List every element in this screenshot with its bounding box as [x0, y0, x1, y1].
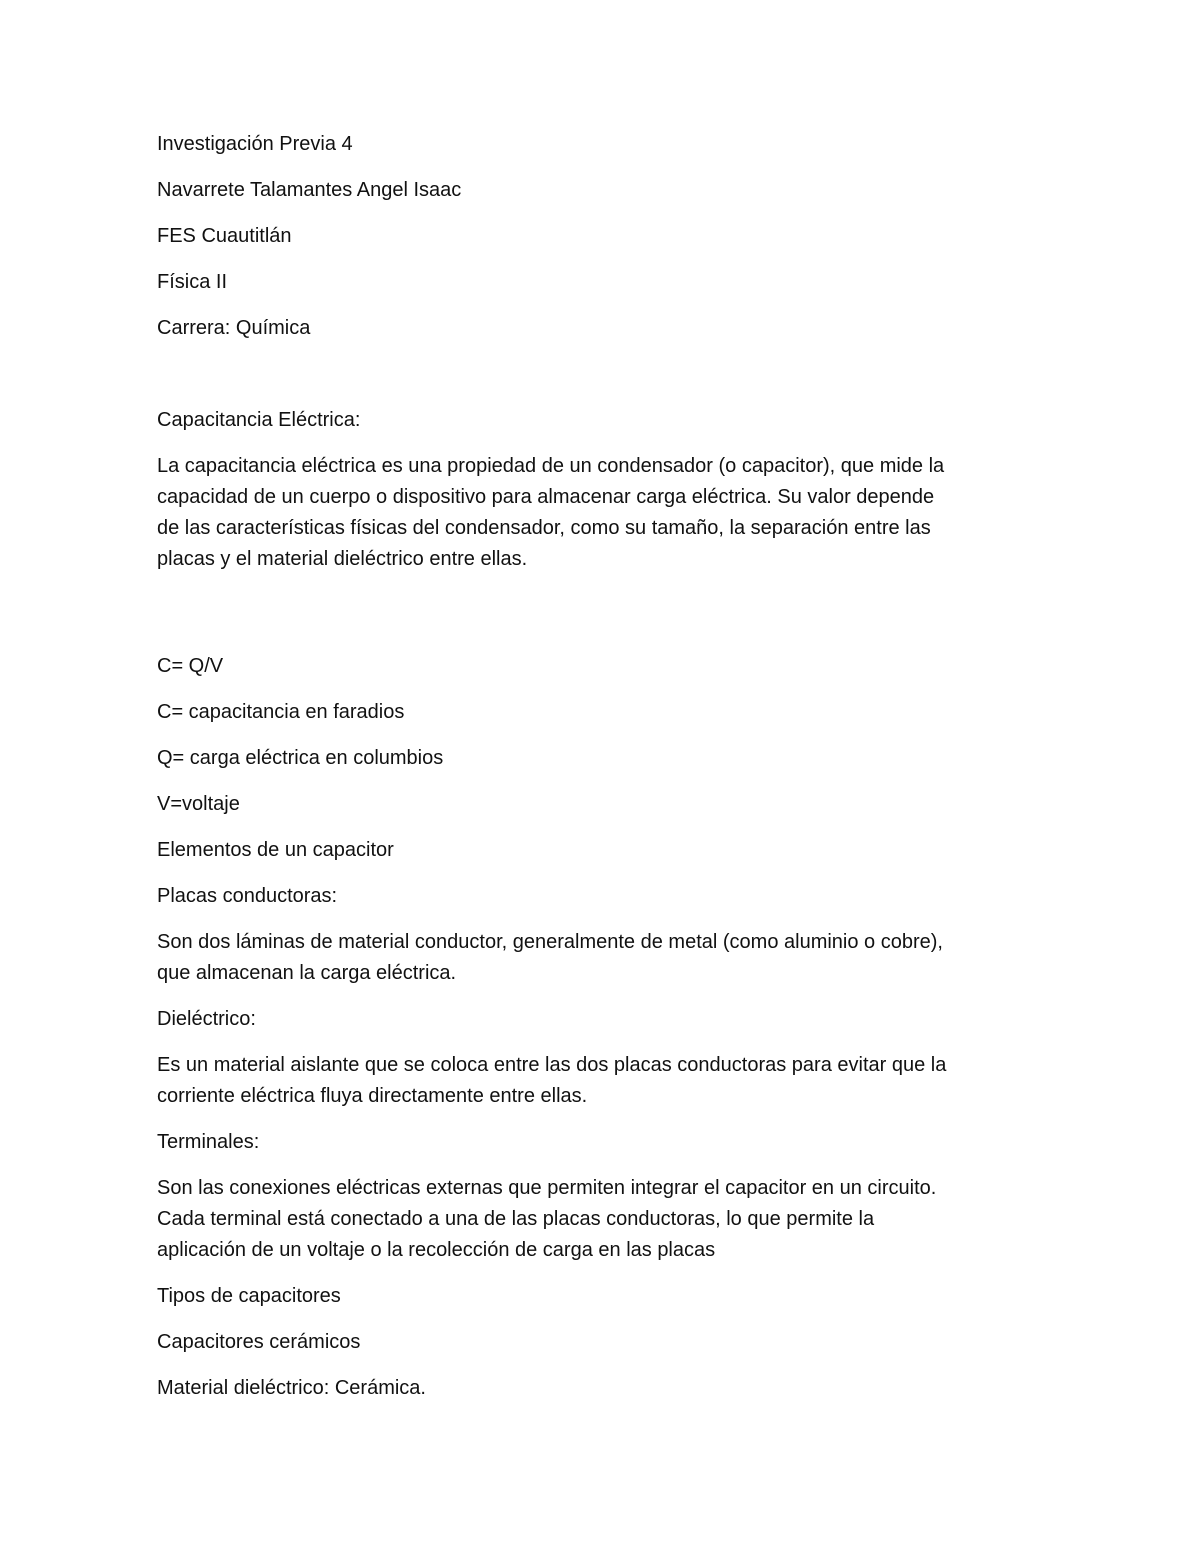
institution-name: FES Cuautitlán	[157, 225, 292, 247]
plates-description: Son dos láminas de material conductor, generalmente de metal (como aluminio o cobre), que almacenan la carga eléctrica.	[157, 931, 943, 984]
terminals-description: Son las conexiones eléctricas externas que permiten integrar el capacitor en un circuito. Cada terminal está conectado a una de las placas conductoras, lo que permite la aplicación de un voltaje o la recolección de carga en las placas	[157, 1177, 937, 1261]
capacitor-types-heading: Tipos de capacitores	[157, 1285, 341, 1307]
course-name: Física II	[157, 271, 228, 293]
document-content	[157, 129, 957, 1404]
ceramic-capacitors-heading: Capacitores cerámicos	[157, 1331, 361, 1353]
capacitance-definition: La capacitancia eléctrica es una propiedad de un condensador (o capacitor), que mide la capacidad de un cuerpo o dispositivo para almacenar carga eléctrica. Su valor depende de las características físicas del condensador, como su tamaño, la separación entre las placas y el material dieléctrico entre ellas.	[157, 455, 945, 570]
dielectric-heading: Dieléctrico:	[157, 1008, 256, 1030]
elements-heading: Elementos de un capacitor	[157, 839, 394, 861]
capacitance-formula: C= Q/V	[157, 655, 224, 677]
section-heading-capacitance: Capacitancia Eléctrica:	[157, 409, 361, 431]
variable-q-definition: Q= carga eléctrica en columbios	[157, 747, 444, 769]
plates-heading: Placas conductoras:	[157, 885, 338, 907]
career-name: Carrera: Química	[157, 317, 311, 339]
variable-c-definition: C= capacitancia en faradios	[157, 701, 405, 723]
terminals-heading: Terminales:	[157, 1131, 260, 1153]
ceramic-dielectric-material: Material dieléctrico: Cerámica.	[157, 1377, 426, 1399]
variable-v-definition: V=voltaje	[157, 793, 240, 815]
author-name: Navarrete Talamantes Angel Isaac	[157, 179, 462, 201]
document-title: Investigación Previa 4	[157, 133, 353, 155]
dielectric-description: Es un material aislante que se coloca entre las dos placas conductoras para evitar que la corriente eléctrica fluya directamente entre ellas.	[157, 1054, 947, 1107]
